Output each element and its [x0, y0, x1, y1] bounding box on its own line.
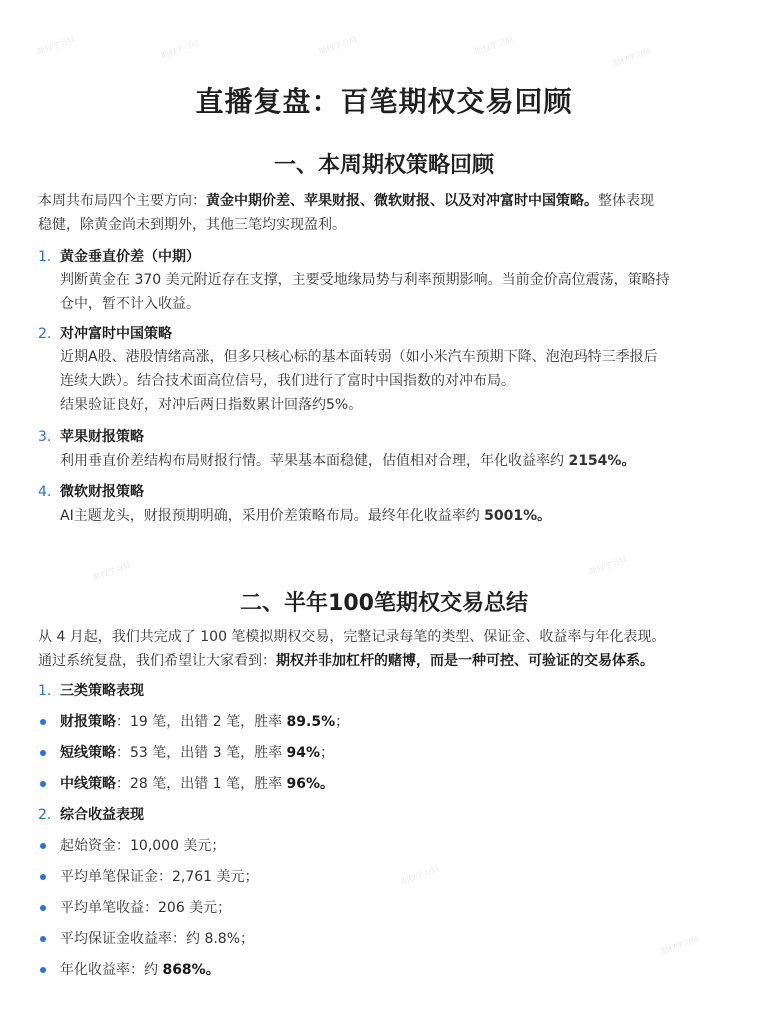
bullet-label: 中线策略 — [60, 776, 116, 792]
list-item — [60, 742, 334, 764]
item-title: 苹果财报策略 — [60, 429, 144, 445]
bullet-text: ：19 笔，出错 2 笔，胜率 — [116, 714, 287, 730]
list-number: 2. — [38, 807, 52, 823]
item-body — [60, 504, 732, 528]
bullet-dot — [40, 719, 46, 725]
watermark: 期权学习局 — [159, 38, 201, 61]
section2-intro — [38, 625, 738, 673]
bullet-end: ； — [320, 745, 335, 761]
list-item — [60, 959, 220, 981]
item-line: 连续大跌）。结合技术面高位信号，我们进行了富时中国指数的对冲布局。 — [60, 373, 515, 389]
watermark: 期权学习局 — [35, 34, 77, 57]
watermark: 期权学习局 — [587, 554, 629, 577]
list-item: 平均单笔收益：206 美元； — [60, 900, 232, 916]
item-title: 微软财报策略 — [60, 484, 144, 500]
list-number: 2. — [38, 326, 52, 342]
bullet-text: ：28 笔，出错 1 笔，胜率 — [116, 776, 287, 792]
section1-intro-bold: 黄金中期价差、苹果财报、微软财报、以及对冲富时中国策略。 — [206, 193, 598, 209]
list-number: 1. — [38, 683, 52, 699]
item-text: AI主题龙头，财报预期明确，采用价差策略布局。最终年化收益率约 — [60, 508, 485, 524]
bullet-dot — [40, 843, 46, 849]
bullet-text: ：53 笔，出错 3 笔，胜率 — [116, 745, 287, 761]
bullet-label: 财报策略 — [60, 714, 116, 730]
bullet-dot — [40, 781, 46, 787]
section1-intro-suffix: 整体表现 — [598, 193, 654, 209]
item-line: 仓中，暂不计入收益。 — [60, 296, 200, 312]
section1-intro — [38, 189, 738, 237]
item-title: 综合收益表现 — [60, 807, 144, 823]
item-value: 5001%。 — [484, 508, 552, 524]
item-line: 结果验证良好，对冲后两日指数累计回落约5%。 — [60, 397, 363, 413]
section2-intro-bold: 期权并非加杠杆的赌博，而是一种可控、可验证的交易体系。 — [276, 653, 654, 669]
bullet-value: 94% — [286, 745, 321, 761]
bullet-dot — [40, 936, 46, 942]
item-title: 黄金垂直价差（中期） — [60, 249, 200, 265]
list-number: 3. — [38, 429, 52, 445]
list-item — [60, 773, 334, 795]
bullet-value: 89.5% — [286, 714, 336, 730]
bullet-end: ； — [335, 714, 350, 730]
list-item: 平均保证金收益率：约 8.8%； — [60, 931, 255, 947]
bullet-dot — [40, 874, 46, 880]
watermark: 期权学习局 — [399, 864, 441, 887]
item-body — [60, 449, 732, 473]
section2-heading: 二、半年100笔期权交易总结 — [240, 591, 528, 616]
item-line: 判断黄金在 370 美元附近存在支撑，主要受地缘局势与利率预期影响。当前金价高位震荡，策略持 — [60, 272, 670, 288]
section1-intro-line2: 稳健，除黄金尚未到期外，其他三笔均实现盈利。 — [38, 217, 346, 233]
bullet-dot — [40, 905, 46, 911]
list-item: 平均单笔保证金：2,761 美元； — [60, 869, 259, 885]
watermark: 期权学习局 — [317, 34, 359, 57]
item-line: 近期A股、港股情绪高涨，但多只核心标的基本面转弱（如小米汽车预期下降、泡泡玛特三季报后 — [60, 349, 658, 365]
item-value: 2154%。 — [568, 453, 636, 469]
item-body — [60, 345, 732, 417]
section1-intro-prefix: 本周共布局四个主要方向： — [38, 193, 206, 209]
list-number: 4. — [38, 484, 52, 500]
bullet-dot — [40, 750, 46, 756]
list-number: 1. — [38, 249, 52, 265]
watermark: 期权学习局 — [473, 34, 515, 57]
section2-intro-prefix: 通过系统复盘，我们希望让大家看到： — [38, 653, 276, 669]
bullet-text: 年化收益率：约 — [60, 962, 163, 978]
item-title: 三类策略表现 — [60, 683, 144, 699]
page-title: 直播复盘：百笔期权交易回顾 — [195, 85, 573, 118]
list-item — [60, 711, 349, 733]
bullet-value: 868%。 — [162, 962, 220, 978]
watermark: 期权学习局 — [659, 934, 701, 957]
bullet-dot — [40, 967, 46, 973]
list-item: 起始资金：10,000 美元； — [60, 838, 226, 854]
watermark: 期权学习局 — [611, 46, 653, 69]
item-body — [60, 268, 732, 316]
section2-intro-line1: 从 4 月起，我们共完成了 100 笔模拟期权交易，完整记录每笔的类型、保证金、收益率与年化表现。 — [38, 629, 666, 645]
item-title: 对冲富时中国策略 — [60, 326, 172, 342]
item-text: 利用垂直价差结构布局财报行情。苹果基本面稳健，估值相对合理，年化收益率约 — [60, 453, 569, 469]
bullet-label: 短线策略 — [60, 745, 116, 761]
bullet-value: 96%。 — [286, 776, 335, 792]
section1-heading: 一、本周期权策略回顾 — [273, 153, 494, 178]
watermark: 期权学习局 — [91, 560, 133, 583]
